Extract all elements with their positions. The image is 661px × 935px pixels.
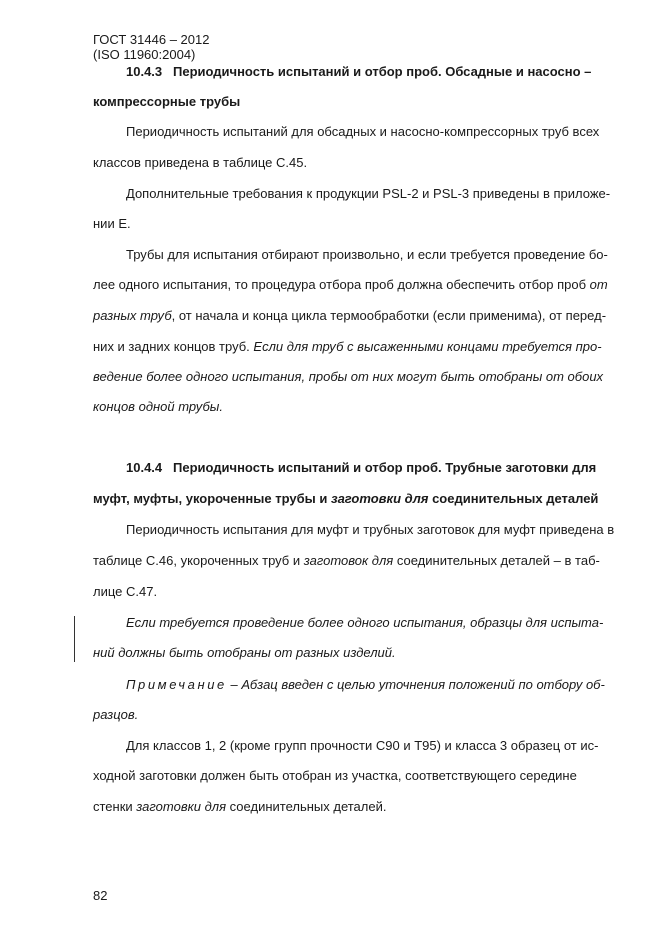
- paragraph-line: ходной заготовки должен быть отобран из участка, соответствующего середине: [93, 768, 577, 783]
- paragraph-line: концов одной трубы.: [93, 399, 223, 414]
- paragraph-line: [93, 277, 608, 293]
- iso-reference: (ISO 11960:2004): [93, 47, 196, 62]
- paragraph-line: [93, 339, 602, 355]
- italic-run: Если для труб с высаженными концами требуется про-: [253, 339, 602, 354]
- section-number: 10.4.3: [126, 64, 163, 79]
- section-10-4-4-heading: [126, 460, 596, 476]
- text-run: , от начала и конца цикла термообработки (если применима), от перед-: [171, 308, 607, 323]
- text-run: стенки: [93, 799, 137, 814]
- paragraph-line: [93, 799, 386, 815]
- paragraph-line: лице С.47.: [93, 584, 158, 599]
- paragraph-line: [93, 308, 606, 324]
- text-run: таблице С.46, укороченных труб и: [93, 553, 304, 568]
- paragraph-line: классов приведена в таблице С.45.: [93, 155, 308, 170]
- italic-run: разных труб: [93, 308, 172, 323]
- section-10-4-3-heading: [126, 64, 591, 80]
- paragraph-line: Для классов 1, 2 (кроме групп прочности С90 и Т95) и класса 3 образец от ис-: [126, 738, 599, 753]
- italic-run: от: [589, 277, 608, 292]
- italic-run: заготовок для: [303, 553, 394, 568]
- text-run: них и задних концов труб.: [93, 339, 254, 354]
- paragraph-line: Дополнительные требования к продукции PSL-2 и PSL-3 приведены в приложе-: [126, 186, 611, 201]
- paragraph-line: Периодичность испытания для муфт и трубных заготовок для муфт приведена в: [126, 522, 615, 537]
- italic-run: заготовки для: [330, 491, 429, 506]
- document-code: ГОСТ 31446 – 2012: [93, 32, 210, 47]
- text-run: соединительных деталей: [428, 491, 599, 506]
- section-title: Периодичность испытаний и отбор проб. Обсадные и насосно –: [173, 64, 592, 79]
- paragraph-line: Трубы для испытания отбирают произвольно, и если требуется проведение бо-: [126, 247, 608, 262]
- note-line: разцов.: [93, 707, 139, 722]
- section-title-cont: [93, 491, 598, 507]
- section-title-cont: компрессорные трубы: [93, 94, 241, 109]
- italic-run: – Абзац введен с целью уточнения положений по отбору об-: [226, 677, 605, 692]
- text-run: муфт, муфты, укороченные трубы и: [93, 491, 331, 506]
- page-number: 82: [93, 888, 108, 903]
- section-number: 10.4.4: [126, 460, 163, 475]
- paragraph-line: Периодичность испытаний для обсадных и насосно-компрессорных труб всех: [126, 124, 600, 139]
- section-title: Периодичность испытаний и отбор проб. Трубные заготовки для: [173, 460, 597, 475]
- paragraph-line: [93, 553, 600, 569]
- italic-run: заготовки для: [136, 799, 227, 814]
- note-label: Примечание: [126, 677, 227, 692]
- text-run: соединительных деталей – в таб-: [393, 553, 600, 568]
- paragraph-line: ний должны быть отобраны от разных изделий.: [93, 645, 396, 660]
- text-run: соединительных деталей.: [226, 799, 387, 814]
- paragraph-line: ведение более одного испытания, пробы от них могут быть отобраны от обоих: [93, 369, 604, 384]
- change-bar: [74, 616, 75, 662]
- paragraph-line: Если требуется проведение более одного испытания, образцы для испыта-: [126, 615, 604, 630]
- paragraph-line: нии Е.: [93, 216, 131, 231]
- text-run: лее одного испытания, то процедура отбора проб должна обеспечить отбор проб: [93, 277, 590, 292]
- note-line: [126, 677, 605, 693]
